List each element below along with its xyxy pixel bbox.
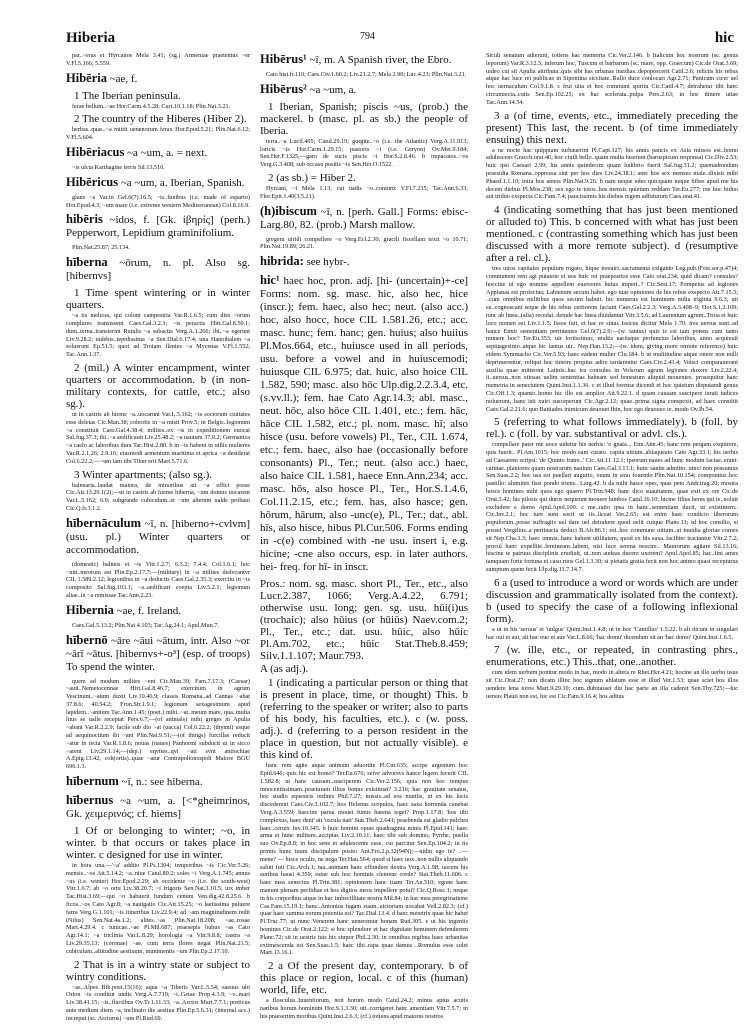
headword: hībernum (66, 774, 119, 789)
dictionary-entry-head (66, 145, 250, 160)
headword: Hibērus¹ (260, 52, 307, 66)
grammar-info: ~a ~um, a. (306, 83, 357, 96)
citations: Caes.Gal.5.13.2; Plin.Nat.4.103; Tac.Ag.24.1; Apul.Mun.7. (72, 621, 219, 629)
headword: Hibēriacus (66, 144, 125, 159)
column-middle (260, 52, 468, 1023)
sense-definition: 1 Of or belonging to winter; ~o, in winter. b that occurs or takes place in winter. c designed for use in winter. (66, 825, 250, 862)
sense-definition: 6 a (used to introduce a word or words which are under discussion and grammatically isolated from the context). b (used to specify the case of a following inflexional form). (486, 576, 738, 625)
grammar-info: ~ae, f. (106, 72, 138, 85)
dictionary-entry-head (66, 633, 250, 674)
citations: a ne nocte hac quippiam turbauerint Pl.Capt.127; his annis paucis ex Asia missos est..homo adulescens Gracch.orat.46; hoc ciuili bello..quam multa luserunt (haruspicum responsa) Cic.Div.2.53; huic ipsi Caesari 2.99; his annis quindecim quam ludibrio fuerit Sal.Jug.31.2; quemadmodum praesidia Romana..oppressa sint per hos dies Liv.24.38.1; ante hos sex menses male..dixisti mihi Phaed.1.1.10; intra hos annos Plin.Nat.9.26. b nam neque edes quicquam neque bibes apud me his decem diebus Pl.Mos.238; sex ego te totos..hos mensis quietum reddam Ter.Eu.277; me hoc biduo aut triduo exspecta Cic.Fam.7.4; paucissimis his diebus regem adfuturum Caes.orat.41. (486, 146, 738, 201)
dictionary-entry-head (66, 175, 250, 190)
dictionary-entry-head (260, 273, 468, 574)
citations: ~is ulcta Karthagine terris Sil.13.510. (72, 163, 165, 171)
column-left (66, 52, 250, 1026)
dictionary-entry-head (260, 52, 468, 67)
headword: hibrida: (260, 254, 304, 269)
citations: herbas..quas..~a mittit uenenorum ferax Hor.Epod.5.21; Plin.Nat.6.12; V.Fl.5.604. (66, 126, 250, 142)
grammar-info: ~a ~um, a. Iberian, Spanish. (118, 176, 245, 189)
sense-definition: 7 (w. ille, etc., or repeated, in contrasting phrs., enumerations, etc.) This..that, one..another. (486, 644, 738, 669)
dictionary-entry-head (66, 774, 250, 789)
headword: (h)ibiscum (260, 203, 317, 218)
headword: hībernus (66, 793, 114, 808)
headword: Hibernia (66, 602, 114, 617)
citations: in hora una.—'~a' addito Pl.Ps.1304; temporibus ~is Cic.Ver.5.26; mensis..~os Att.5.14.2; ~a..niue Catul.80.2; soles ~i Verg.A.1.745; annus ~us (i.e. winter) Hor.Epod.2.29; ab occidente ~o (i.e. the south-west) Vitr.1.6.7; ab ~o ortu Liv.38.20.7; ~i frigoris Sen.Nat.3.10.5; uix imber Tac.Hist.3.69;—qui ~o habuerit fundum cenum Ven.dig.42.8.25.6. b ficos..~os Cato Agr.8; ~a nauigatio Cic.Att.15.25; ~o laetissima puluere farra Verg.G.1.101; ~is itineribus Liv.22.9.4; ad ~am magnitudinem redit (Nilus) Sen.Nat.4a.1.2; alites..~as Plin.Nat.18.208; ~ae..rosae Mart.4.29.4. c tunicae..~ae Pl.Mil.687; praesepis bubus ~as Cato Agr.14.1; ~a triclinia Var.L.8.29; horologia ~a Vitr.9.8.8; castra ~a Liv.29.35.13; (coronae) ~ae, cum terra flores negat Plin.Nat.21.5; cubiculum..altitudine aestiuum, munimentis ~um Plin.Ep.2.17.10. (66, 862, 250, 955)
sense-note: Pros.: nom. sg. masc. short Pl., Ter., etc., also Lucr.2.387, 1066; Verg.A.4.22, 6.791; otherwise usu. long; gen. sg. usu. hūi(i)us (trochaic); also hūius (or hūiūs) Naev.com.2; Pl., Ter., etc.; dat. usu. hūic, also hūic Pl.Am.702, etc.; hūic Stat.Theb.8.459; Silv.1.1.107; Maur.793. (260, 578, 468, 663)
headword: hibēris (66, 212, 103, 227)
sense-definition: 2 That is in a wintry state or subject to wintry conditions. (66, 958, 250, 983)
headword: Hibēricus (66, 174, 119, 189)
sense-definition: 3 a (of time, events, etc., immediately preceding the present) This last, the recent. b (of time immediately ensuing) this next. (486, 109, 738, 146)
entry-forms: haec hoc, pron. adj. [hi- (uncertain)+-ce] Forms: nom. sg. masc. hic, also hec, hice (inscr.); fem. haec, also hec; neut. (also acc.) hoc, also hocc, hoce CIL 1.581.26, etc.; acc. masc. hunc; fem. hanc; gen. huius; also huiius Pl.Mos.664, etc., huiusce used in all periods, usu. before a vowel and in huiuscemodi; huiusque CIL 6.975; dat. huic, also hoice CIL 1.582, 590; masc. also hōc Ulp.dig.2.2.3.4, etc. (s.vv.ll.); fem. hae Cato Agr.14.3; abl. masc., neut. hōc, also hōce CIL 1.401, etc.; fem. hāc, hāce CIL 1.582, etc.; pl. nom. masc. hī; also hisce (usu. before vowels) Pl., Ter., CIL 1.674, etc.; fem. haec, also hae (occasionally before consonants) Pl., Ter.; neut. (also acc.) haec, also haice CIL 1.581, haece Enn.Ann.234; acc. masc. hōs, also hosce Pl., Ter., Hor.S.1.4.6, Col.11.2.15, etc.; fem. has, also hasce; gen. hōrum, hārum, also -unc(e), Pl., Ter.; dat., abl. hīs, also hisce, hibus Pl.Cur.506. Forms ending in -c(e) combined with -ne usu. insert i, e.g. hicine; -cne also occurs, esp. in later authors. hei- freq. for hī- in inscr. (260, 275, 468, 574)
grammar-info: ~ae, f. Ireland. (113, 604, 181, 617)
dictionary-entry-head (66, 603, 250, 618)
citations: compellare pater me uoce uidetur his uerbis: 'o gnata.., Enn.Ann.45; hanc rem pergam exquirere, quis fuerit.. Pl.Am.1015; hoc modo eam curato. capita uitium..ablaqueato Cato Agr.33.1; his uerbis ad Caesarem scripsi: 'de Quinto fratre..' Cic.Att.11.12.1; ipsorum naues ad hunc modum factae..erant: carinae..planiores quam nostrarum nauium Caes.Gal.3.13.1; hunc sanite admitto: uinci non possumus Sen.Suas.2.2; hoc usa est puellari augurio, ouum in sinu fouendo Plin.Nat.10.154; componitur..hoc pastillo: aluminis fissi pondo triens.. Larg.42. b da mihi hasce opes, quas peto Andr.trag.20; mostra hosce homines mihi quos ego quaero Pl.Trin.948; hanc dico suauitatem, quae exit ex ore Cic.de Orat.3.42; his pilosis qui duros nequeunt mouere lumbos Catul.16.10; hicine filius heres qui te..noluit excludere e domo Apul.Apol.100. c me..ratio ipsa in hanc..sententiam ducit, ut existimem.. Cic.Inv.2.1; hoc iure sunt socii ut iis..liceat Ver.2.65; est enim haec condicio liberorum populorum..posse suffragiis uel dare uel detrahere quod uelit cuique Planc.11; id hoc consilio, si posset Vergilius..a pertinacia deduci B.Afr.86.1; est..hoc commune uitium..ut inuidia gloriae comes sit Nep.Cha.3.3; haec omnia..hanc habent utilitatem, quod ex his saxa..faciliter tractantur Vitr.2.7.2; procul hanc expellite..femineam..labem, nisi luce serena nescire.. Maurorum agitare Sil.13.16; hiscine te patruus disciplinis erudiuit, ut..non audeas ducere uxorem? Apul.Apol.85; hac..fini ames tamquam forte fortuna et casu ruos Gel.1.3.30; si pietatis gratia fecit non hoc animo quasi recepturus sumptum quem fecit Ulp.dig.11.7.14.7. (486, 441, 738, 574)
grammar-info: see hybr-. (303, 256, 350, 269)
sense-definition: 1 Time spent wintering or in winter quarters. (66, 287, 250, 312)
sense-definition: 2 The country of the Hiberes (Hiber 2). (74, 113, 247, 126)
citations: par..~eras et Hyrcanos Mela 3.41; (sg.) Armeniae praetentus ~er V.Fl.5.166; 5.559. (66, 52, 250, 67)
citations: a flosculus..Iuuentiorum, non horum modo Catul.24.2; minus aptus acutis naribus horum hominum Hor.S.1.3.30; uti..corrigeret hanc amentiam Vitr.7.5.7; in his praesertim moribus Quint.Inst.2.6.3; (cf.) totiens apud maiores nostros (260, 997, 468, 1020)
grammar-info: ~idos, f. [Gk. ἰβηρίς] (perh.) Pepperwort, Lepidium graminifolium. (66, 214, 250, 240)
right-guide-word: hic (714, 30, 734, 46)
grammar-info: ~ōrum, n. pl. Also sg. [hibernvs] (66, 257, 250, 283)
sense-definition: 4 (indicating something that has just been mentioned or alluded to) This. b concerned with what has just been mentioned. c (contrasting something which has just been discussed with a more remote subject). d (resumptive after a rel. cl.). (486, 204, 738, 265)
citations: ~a iis meliora, qui colunt campestria Var.R.1.6.5; cum dies ~orum complures transissent Caes.Gal.3.2.1; ~is peractis Hirt.Gal.8.50.1; dum..terna..transierint Rutulis ~a subactis Verg.A.1.266; ibi..~a egerunt Liv.9.28.2; uidebis..tepidissima ~a Sen.Dial.6.17.4; una Hanoibalem ~a soluerunt Ep.51.5; quot ad Troiam flentes ~a Mycenas V.Fl.1.552; Tac.Ann.1.37. (66, 312, 250, 359)
citations: cum idem uerbum ponitur modo in hac, modo in altera re Rhet.Her.4.21; hocine an illo uerbo usus sit Cic.Orat.27; non dicam illinc hoc signum ablatum esse et illud Ver.1.53; quae sciet hos illos uendere lena toros Mart.9.29.10; cum..dubitasset diu hac parte an illa caderet Sen.Thy.725;—hic uersus Plauti non est, hic est Cic.Fam.9.16.4; hos aditus (486, 669, 738, 700)
sense-definition: 2 (mil.) A winter encampment, winter quarters or accommodation. b (in non-military contexts, for cattle, etc.; also sg.). (66, 361, 250, 410)
citations: Hyrcani, ~i Mela 1.13; cui uadis ~o..coniunx V.Fl.7.235; Tac.Ann.6.33; Flor.Epit.1.40(3.5.21). (260, 184, 468, 200)
headword: hic¹ (260, 273, 280, 288)
citations: Siculi senatum adierunt, totiens hac memoria Cic.Ver.2.146. b Italicum hoc nostrum (sc. genus leporum) Var.R.3.12.5; inferum hoc, Tuscum et barbarum (sc. mare, opp. Graecum) Cic.de Orat.3.69; uideo cui sit Apulia attributa..quis sibi has urbanas insidias..depoposcerit Catil.2.6; relictis his rebus atque hac luce rei publicae in Sipontina siccitate..Rullo duce conlocari Agr.2.71; Punicum cicer uel hoc uernaculum Col.9.1.8. c frui uita et hoc communi spiritu Cic.Catil.4.7; detrahetur tibi haec circumiecta..cutis Sen.Ep.102.25; ex hac scelerata..pulpa Pers.2.63; in hoc itinere uitae Tac.Ann.14.54. (486, 52, 738, 106)
headword: hībernāculum (66, 515, 142, 530)
dictionary-entry-head (66, 71, 250, 86)
grammar-info: ~ī, m. A Spanish river, the Ebro. (306, 54, 452, 66)
grammar-info: ~a ~um, a. [<*gheimrinos, Gk. χειμερινός; cf. hiems] (66, 795, 250, 821)
citations: quem ad modum milites ~ent Cic.Man.39; Fam.7.17.3; (Caesar) ~auit..Nemetocennae Hirt.Gal.8.46.7; exercitum in agrum Vescinum..~atum duxit Liv.10.46.9; classis Romana..ad Cannas ~abat 37.8.6; 40.54.2; Fron.Str.1.9.1; legionum sexagesimum apud lapidem..~antium Tac.Ann.1.45; (poet.) mihi..~at..meum mare, qua..multa litus se ualle receptat Pers.6.7;—(of animals) mihi greges in Apulia ~abant Var.R.2.2.9; facile sub dio ~at (uacca) Col.6.22.2; (thynni) usque ad aequinoctium ibi ~ant Plin.Nat.9.51;—(of things) furcillas reducit ~atur in tecta Var.R.1.8.6; nouas (naues) Panhormi subducit ut in sicco ~arent Liv.29.1.14;—(dep.) eqvites..qvi ~ati svnt antiochiae A.Epig.13.42; coh(ortis)..quae ~atur Contrapolionospoli Maiore BGU 696.1.3. (66, 677, 250, 771)
dictionary-entry-head (260, 254, 468, 269)
citations: ~as..Alpes Bib.poet.15(16); aqua ~a Tiberis Var.L.5.54; saeuus ubi Orion ~is conditur undis Verg.A.7.719; ~i..Getae Prop.4.3.9; ~o..mari Liv.38.41.15; ~is..fluctibus Ov.Tr.1.11.33; ~a..Arctos Mart.7.7.1; porticus ante medium diem ~a, inclinato die aestiua Plin.Ep.5.6.31; (internal acc.) increpui (sc. Arcturus) ~um Pl.Rud.69. (66, 983, 250, 1022)
citations: hanc rem agite atque animum aduortite Pl.Cur.635; accipe argentum hoc Epid.646; quis hic est homo? Ter.Eu.676; seive advorsvs hance legem fecerit CIL 1.582.8; ut hanc causam..susciperem Cic.Ver.2.156; quis non hoc tempus innocentissimam..praeturam illius bonus existimat? 3.216; hac grauitate senatus, hoc studio equestris ordinis Phil.7.27; missis..ad eos nuntiis, ut ex his locis discederent Caes.Civ.3.102.7; hos Helenus scopulos, haec saxa horrenda canebat Verg.A.3.559; haecine parua mouet funus harena teget? Prop.1.17.8; 'hos tibi complexus, haec dent' ait 'oscula nati' Stat.Theb.2.641; praebenda est gladio pulchra haec..ceruix Juv.10.345. b huic homini opust quadraginta minis Pl.Epid.141; haec arma et hunc militem..accipias Liv.2.10.11; haec tibi sub domino, Pyrrhe, puella suo Ov.Ep.8.8; in hoc sene et adulescente esse, cui parcitur Sen.Ep.104.2; in iis primis hunc tuum discipulum posito Ant.Fro.2.p.32(94N);—uidin ego te? ..— mene? — hisce oculis, ne nega Ter.Hau.564; quod si haec uox..non nullis aliquando saluti fuit Cic.Arch.1; tua..animam hanc effundere dextra Verg.A.1.98; uocem his auribus hausi 4.359; estne sub hoc hominis clemens corde? Stat.Theb.11.606. c haec mea senectus Pl.Trin.381; opinionem hanc tuam Ter.An.510; egone hanc manum plenam perfidiae et hos digitos meos impellere potui? Cic.Q.Rosc.1; neque in his corporibus atque in hac imbecillitate nostra Mil.84; in hac mea peregrinatione Cas.Fam.15.19.1; hanc..Antonius fugam suam..uictoriam uocabat Vell.2.82.3; (cf.) quae haec summa eorum potentia est? Tac.Dial.13.4. d haec meretrix quae hic habet Pl.Truc.77; ut nunc Venerem hanc ueneremur bonam Rud.305. e ut his ingeniis homines Cic.de Orat.2.122; si hoc splendore et hac dignitate hominem defenderem Planc.72; sit in uestris tuis hic stupor Phil.2.30; in omnibus regibus haec urbanitas extimescenda est Sen.Suas.1.5; haec tibi..rapa quae damus ..Romulus esse solet Mart.13.16.1. (260, 762, 468, 957)
citations: balnearia..laudat maiora, de minoribus ait ~a effici posse Cic.Att.13.29.1(2);—ut in castris ab hieme hiberna, ~um domus uocarent Var.L.5.162; 6.9; subgrande cubiculum..et ~um alterum ualde probaui Cic.Q.fr.3.1.2. (66, 481, 250, 512)
citations: glans ~a Var.in Gel.6(7).16.5; ~is..funibus (i.e. made of esparto) Hor.Epod.4.3; ~um mare (i.e. extreme western Mediterranean) Col.8.16.9. (66, 193, 250, 209)
sense-definition: 1 The Iberian peninsula. (74, 89, 181, 102)
dictionary-entry-head (66, 516, 250, 557)
grammar-info: ~a ~um, a. = next. (124, 146, 208, 159)
column-right (486, 52, 738, 704)
dictionary-entry-head (66, 793, 250, 821)
sense-definition: 1 Iberian, Spanish; piscis ~us, (prob.) the mackerel. b (masc. pl. as sb.) the people of Iberia. (260, 100, 468, 137)
dictionary-entry-head (260, 82, 468, 97)
citations: a ut in his 'seruus' et 'uulgus' Quint.Inst.1.4.8; ut in hoc 'Camillus' 1.5.22. b ali dicunt in singulari hac oui et aui, ali hac oue et aue Var.L.8.66; 'hac domu' dicendum sit an 'hac domo' Quint.Inst.1.6.5. (486, 625, 738, 641)
dictionary-entry-head (66, 212, 250, 240)
grammar-info: ~ī, n. [hiberno+-cvlvm] (usu. pl.) Winter quarters or accommodation. (66, 517, 250, 556)
citations: ferae bellum..~ae Hor.Carm.4.5.28; Curt.10.1.18; Plin.Nat.3.21. (72, 102, 231, 110)
grammar-info: ~ī, n. [perh. Gall.] Forms: ebisc- Larg.80, 82. (prob.) Marsh mallow. (260, 205, 468, 231)
headword: hībernō (66, 632, 108, 647)
citations: terra..~a Lucil.405; Catul.29.19; gurgite..~o (i.e. the Atlantic) Verg.A.11.913; loricis ~is Hor.Carm.1.29.15; pastoris ~i (i.e. Geryon) Ov.Met.9.184; Sen.Her.F.1325;—garo de sucis piscis ~i Hor.S.2.8.46. b impacatos..~os Verg.G.3.408; sub occasu positis ~is Sen.Her.O.1522. (260, 137, 468, 169)
left-guide-word: Hiberia (66, 30, 116, 46)
page-number: 794 (360, 31, 375, 42)
sense-definition: 2 a Of the present day, contemporary. b of this place or region, local. c of this (human) world, life, etc. (260, 960, 468, 997)
grammar-info: ~ī, n.: see hiberna. (118, 776, 203, 789)
dictionary-entry-head (260, 204, 468, 232)
sense-note: A (as adj.). (260, 663, 309, 676)
citations: ut in castris ab hieme ~a..uocarunt Var.L.5.162; ~is sociorum ciuitates esse deletas Cic.Man.38; cohortis in ~a misit Prov.5; in Belgis..legionum ~a constituit Caes.Gal.4.38.4; milites..ex ~is in expeditionem euocat Sal.Jug.37.3; ibi..~a aedificauit Liv.25.48.2; ~a nauium 37.9.2; Germanica ~a caelo ac laboribus dura Tac.Hist.2.80. b in ~is habent in uillis mulieres Var.R.2.1.26; 2.9.16; eiusmodi armentum maritima et aprica ~a desiderat Col.6.22.2;—~um iam tibi Tibur erit Mart.5.71.6. (66, 410, 250, 465)
citations: Cato hist.fr.110; Caes.Civ.1.60.2; Liv.21.2.7; Mela 2.90; Luc.4.23; Plin.Nat.3.21. (266, 71, 467, 78)
citations: gregem uiridi compellere ~o Verg.Ecl.2.30; gracili fiscellam texit ~o 10.71; Plin.Nat.19.89; 26.21. (260, 235, 468, 251)
grammar-info: ~āre ~āui ~ātum, intr. Also ~or ~ārī ~ātus. [hibernvs+-o³] (esp. of troops) To spend the winter. (66, 634, 250, 673)
headword: Hibēria (66, 70, 107, 85)
sense-definition: 5 (referring to what follows immediately). b (foll. by rel.). c (foll. by var. substantival or advl. cls.). (486, 416, 738, 441)
sense-definition: 3 Winter apartments; (also sg.). (74, 468, 213, 481)
headword: Hibērus² (260, 81, 307, 96)
dictionary-entry-head (66, 255, 250, 283)
citations: Plin.Nat.25.87; 25.134. (72, 244, 130, 252)
citations: tres uiros capitales populum rogato, hique tresuiri..sacramenta exiganto Leg.pub.(Fest.sor.p.47)4; communem rem agi putatote et uos huic rei praepositos esse Cato orat.234; quid dicam? consules? hoccine ut ego nomine appellem euersores huius imperi..? Cic.Sest.17; Pompeius ad legiones Appianas est profectus; Labienum secum habet. ego tuas opiniones de his rebus exspecto Att.7.15.3; ..cum omnibus militibus quos secum habuit. hic numerus est hominum milia triginta 9.6.3; uti ea..cognoscant seque de his rebus certiorem faciant Caes.Gal.2.2.3; Verg.A.3.408–9; Hor.S.1.2.109; tunc ab linea..(alia) recedat..deinde hac linea diuidantur Vitr.3.5.6; ad Laurentum agrum..Troia et huic loco nomen est Liv.1.1.5; Issos fuit, et hac re sinus Issicus dicitur Mela 1.70; tres uersus sunt..ad hance Ennii sententiam pertinentes Gel.6(7).2.9;—(w. tantus) quis is est tam potens cum tanto munere hoc? Ter.Eu.353; uir fortissimus, multis uariisque perfunctus laboribus, anno acquieuit septuagesimo..atque hic tantus uir.. Nep.Han.13.2;—(w. idem, giving more remote reference) huic eidem Symmacho Cic.Ver.5.93; haec eadem mulier Clu.184. b ut multitudine atque onere non nulli deprimerentur, reliqui hoc timore propius adire tardarentur Caes.Civ.2.43.4; Volsci comparauerant auxilia quae mitterent Latinis..hac ira consules in Volscum agrum legiones duxere Liv.2.22.4; ii..uersus..non otiosas uelim sententias habeant sed honestum aliquid monentes. prosequitur haec memoria in senectutem Quint.Inst.1.1.36. c et illud forense dicendi et hoc quietum disputandi genus Cic.Off.1.3; quanto..homo hic illo est amplior Att.9.22.1. d quam causam suscipere iurati iudices noluerunt, hanc isti xuiri susceperunt Cic.Agr.2.12; quae..prima signa conspexit, ad haec constitit Caes.Gal.2.21.6; quo Battiades inimicum deuouet Ibin, hoc ego deuoueo te..modo Ov.Ib.54. (486, 265, 738, 413)
sense-definition: 2 (as sb.) = Hiber 2. (268, 171, 356, 184)
sense-definition: 1 (indicating a particular person or thing that is present in place, time, or thought) This. b (referring to the speaker or writer; also to parts of his body, his faculties, etc.). c (w. poss. adj.). d (referring to a person resident in the place in question, but not actually visible). e this kind of. (260, 677, 468, 762)
headword: hīberna (66, 255, 108, 270)
citations: (domestic) balneis et ~is Vitr.1.2.7; 6.3.2; 7.4.4; Col.1.6.1; hoc ~um..meorum est Plin.Ep.2.17.7;—(military) in ~a milites dedvcantvr CIL 1.589.2.12; legionibus in ~a deductis Caes.Gal.2.35.3; exercitu in ~is composito Sal.Jug.103.1; ~a..aedificari coepta Liv.5.2.1; legionum aliae..in ~a remissae Tac.Ann.2.23. (66, 560, 250, 599)
